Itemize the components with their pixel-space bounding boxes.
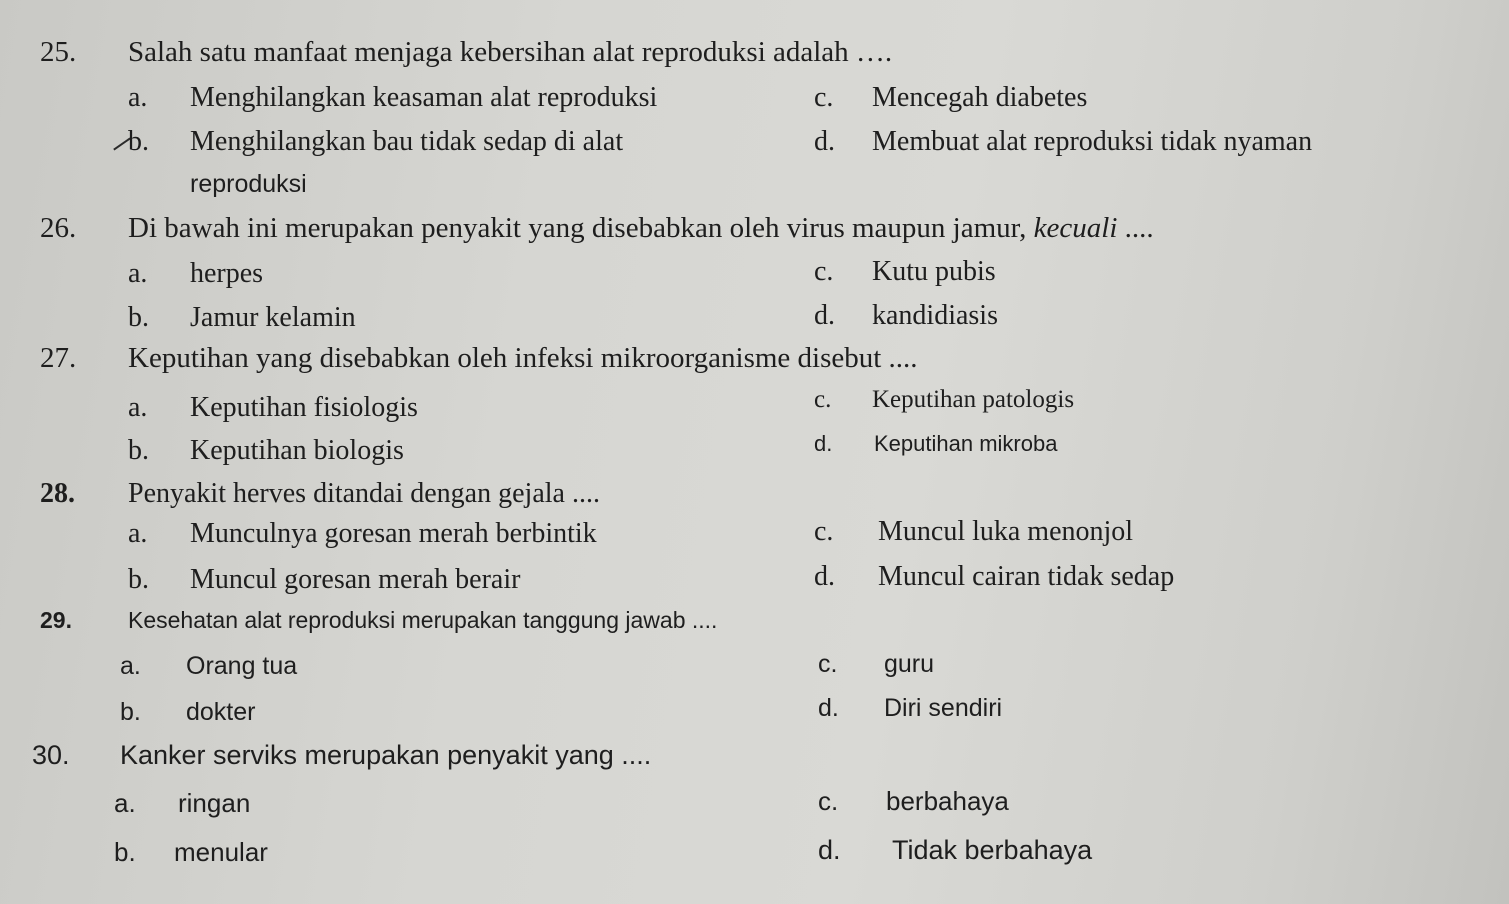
- option-a: [128, 82, 657, 114]
- question-stem: Kesehatan alat reproduksi merupakan tanggung jawab ....: [128, 607, 718, 633]
- option-letter: a.: [128, 258, 148, 289]
- question-stem: Penyakit herves ditandai dengan gejala ....: [128, 478, 600, 509]
- option-d: [814, 561, 1174, 593]
- option-text: guru: [884, 650, 935, 678]
- option-letter: a.: [128, 518, 148, 549]
- option-c: [814, 256, 996, 288]
- option-text: herpes: [190, 258, 264, 289]
- option-c: [814, 516, 1133, 548]
- option-text: menular: [174, 837, 268, 867]
- question-stem: [128, 212, 1154, 245]
- option-text: Kutu pubis: [872, 256, 996, 287]
- option-letter: a.: [128, 82, 148, 113]
- option-text: kandidiasis: [872, 300, 998, 331]
- option-letter: d.: [818, 694, 839, 722]
- option-a: [120, 652, 297, 681]
- option-text: Menghilangkan bau tidak sedap di alat: [190, 126, 624, 157]
- option-text: dokter: [186, 698, 256, 726]
- option-c: [814, 386, 1074, 414]
- question-stem: Kanker serviks merupakan penyakit yang ....: [120, 740, 652, 770]
- option-letter: b.: [120, 698, 141, 726]
- option-letter: b.: [128, 302, 149, 333]
- option-b: [128, 435, 404, 467]
- question-stem-main: Di bawah ini merupakan penyakit yang disebabkan oleh virus maupun jamur,: [128, 212, 1027, 244]
- option-letter: c.: [814, 256, 834, 287]
- option-c: [818, 650, 934, 679]
- option-text: Munculnya goresan merah berbintik: [190, 518, 597, 549]
- option-letter: c.: [814, 82, 834, 113]
- option-text: Membuat alat reproduksi tidak nyaman: [872, 126, 1313, 157]
- option-text: Orang tua: [186, 652, 298, 680]
- option-a: [128, 518, 597, 550]
- option-text: Muncul luka menonjol: [878, 516, 1134, 547]
- option-b: [128, 126, 623, 158]
- option-d: [814, 431, 1057, 457]
- option-letter: a.: [114, 788, 136, 818]
- option-text: Tidak berbahaya: [892, 835, 1093, 865]
- option-c: [814, 82, 1087, 114]
- option-letter: d.: [814, 431, 833, 456]
- option-text: Keputihan biologis: [190, 435, 404, 466]
- option-letter: a.: [120, 652, 141, 680]
- option-letter: d.: [818, 835, 841, 865]
- option-d: [814, 300, 998, 332]
- option-b: [120, 698, 255, 727]
- option-letter: c.: [814, 516, 834, 547]
- option-d: [818, 835, 1092, 866]
- question-number: 29.: [40, 607, 72, 633]
- option-text: Keputihan mikroba: [874, 431, 1058, 456]
- question-stem: Keputihan yang disebabkan oleh infeksi mikroorganisme disebut ....: [128, 342, 918, 374]
- option-letter: b.: [128, 564, 149, 595]
- option-b: [128, 302, 356, 334]
- option-letter: b.: [128, 126, 149, 157]
- option-b-continuation: reproduksi: [190, 170, 307, 198]
- option-text: Muncul goresan merah berair: [190, 564, 521, 595]
- option-c: [818, 786, 1009, 817]
- question-stem-emphasis: kecuali: [1033, 212, 1118, 244]
- option-text: Mencegah diabetes: [872, 82, 1088, 113]
- question-number: 28.: [40, 478, 75, 509]
- question-number: 26.: [40, 212, 77, 244]
- option-b: [114, 837, 268, 868]
- question-number: 30.: [32, 740, 70, 770]
- option-a: [128, 258, 263, 290]
- question-stem-end: ....: [1124, 212, 1154, 244]
- option-text: Jamur kelamin: [190, 302, 356, 333]
- option-letter: c.: [818, 786, 839, 816]
- option-letter: d.: [814, 300, 835, 331]
- option-letter: d.: [814, 561, 835, 592]
- option-text: ringan: [178, 788, 251, 818]
- option-d: [814, 126, 1312, 158]
- option-text: Muncul cairan tidak sedap: [878, 561, 1175, 592]
- question-stem: Salah satu manfaat menjaga kebersihan alat reproduksi adalah ….: [128, 36, 893, 68]
- option-d: [818, 694, 1002, 723]
- option-letter: b.: [128, 435, 149, 466]
- question-number: 27.: [40, 342, 77, 374]
- option-letter: b.: [114, 837, 136, 867]
- option-text: Keputihan fisiologis: [190, 392, 418, 423]
- option-letter: d.: [814, 126, 835, 157]
- option-text: Keputihan patologis: [872, 386, 1075, 413]
- option-letter: c.: [818, 650, 838, 678]
- option-a: [128, 392, 418, 424]
- option-text: Menghilangkan keasaman alat reproduksi: [190, 82, 658, 113]
- question-number: 25.: [40, 36, 77, 68]
- option-letter: a.: [128, 392, 148, 423]
- option-text: berbahaya: [886, 786, 1009, 816]
- option-text: Diri sendiri: [884, 694, 1003, 722]
- option-a: [114, 788, 250, 819]
- option-letter: c.: [814, 386, 832, 413]
- option-b: [128, 564, 520, 596]
